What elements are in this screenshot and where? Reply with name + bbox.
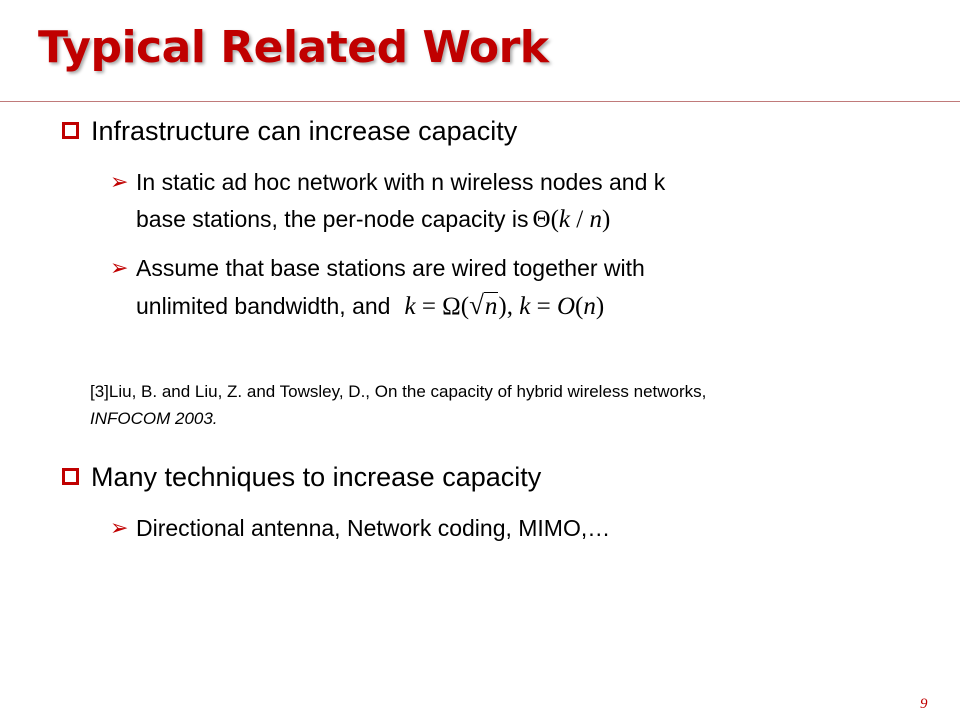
reference-citation	[90, 378, 880, 432]
reference-venue: INFOCOM 2003.	[90, 409, 218, 428]
square-bullet-icon	[62, 468, 79, 485]
sub-bullet-static-network	[110, 164, 665, 238]
sub-bullet-line2-text: unlimited bandwidth, and	[136, 293, 391, 319]
sub-bullet-line1: Directional antenna, Network coding, MIMO,…	[136, 515, 611, 541]
capacity-formula: Θ(k / n)	[532, 206, 611, 233]
sub-bullet-line2	[110, 287, 645, 325]
arrow-bullet-icon: ➢	[110, 170, 129, 195]
arrow-bullet-icon: ➢	[110, 516, 129, 541]
square-bullet-icon	[62, 122, 79, 139]
arrow-bullet-icon: ➢	[110, 256, 129, 281]
bullet-techniques	[62, 462, 541, 493]
slide-title: Typical Related Work	[38, 22, 549, 73]
sub-bullet-line2-text: base stations, the per-node capacity is	[136, 206, 529, 232]
page-number: 9	[920, 696, 928, 712]
sub-bullet-line2	[110, 201, 665, 238]
title-divider	[0, 101, 960, 102]
sub-bullet-techniques-list	[110, 510, 610, 547]
bullet-infrastructure	[62, 116, 517, 147]
sub-bullet-line1: Assume that base stations are wired together with	[136, 255, 645, 281]
sub-bullet-line1: In static ad hoc network with n wireless nodes and k	[136, 169, 666, 195]
scaling-formula: k = Ω(√n), k = O(n)	[404, 290, 605, 320]
bullet-text: Infrastructure can increase capacity	[91, 116, 518, 146]
sub-bullet-wired-base-stations	[110, 250, 645, 325]
bullet-text: Many techniques to increase capacity	[91, 462, 542, 492]
reference-main: [3]Liu, B. and Liu, Z. and Towsley, D., On the capacity of hybrid wireless networks,	[90, 382, 707, 401]
